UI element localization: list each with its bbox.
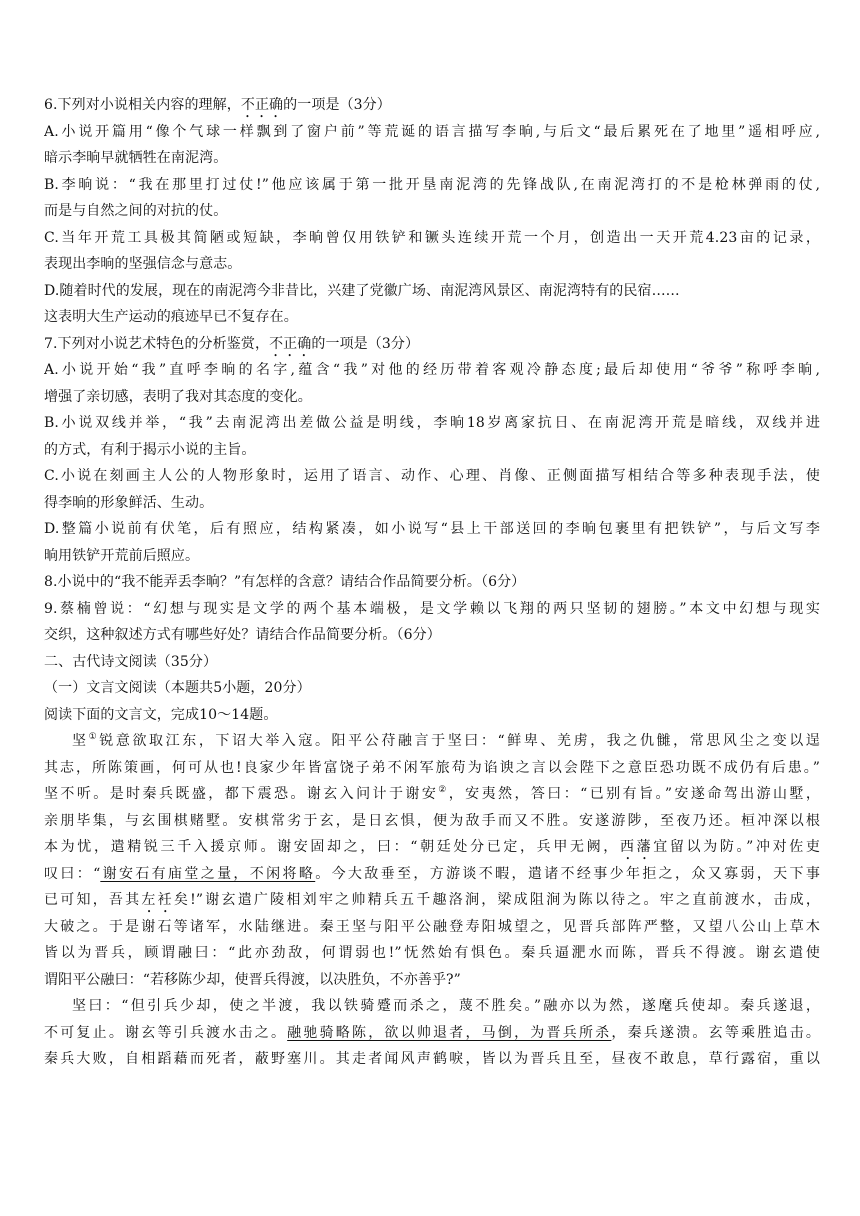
passage-line: 大破之。于是谢石等诸军，水陆继进。秦王坚与阳平公融登寿阳城望之，见晋兵部阵严整，又望八公山上草木 [44,918,820,935]
passage-line: 谓阳平公融曰：“若移陈少却，使晋兵得渡，以决胜负，不亦善乎?” [44,971,461,988]
passage-line [44,755,820,782]
passage-line: 坚①锐意欲取江东，下诏大举入寇。阳平公苻融言于坚曰：“鲜卑、羌虏，我之仇雠，常思风尘之变以逞 [72,732,820,749]
passage-line: 坚不听。是时秦兵既盛，都下震恐。谢玄入问计于谢安②，安夷然，答曰：“已别有旨。”安遂命驾出游山墅， [44,785,820,802]
q9-line1: 9.蔡楠曾说：“幻想与现实是文学的两个基本端极，是文学赖以飞翔的两只坚韧的翅膀。”本文中幻想与现实 [44,600,820,617]
passage-line: 已可知，吾其左衽矣!”谢玄遣广陵相刘牢之帅精兵五千趣洛涧，梁成阻涧为陈以待之。牢之直前渡水，击成， [44,892,820,908]
underlined-sentence: 融驰骑略陈，欲以帅退者，马倒，为晋兵所杀 [287,1024,612,1041]
passage-line: 皆以为晋兵，顾谓融曰：“此亦劲敌，何谓弱也!”怃然始有惧色。秦兵逼淝水而陈，晋兵不得渡。谢玄遣使 [44,945,820,961]
exam-page [44,92,820,1073]
q7-option-a-line2: 增强了亲切感，表明了我对其态度的变化。 [44,388,312,405]
dotted-term: 西藩 [619,839,654,855]
q6-option-a-line1: A.小说开篇用“像个气球一样飘到了窗户前”等荒诞的语言描写李晌,与后文“最后累死在了地里”遥相呼应, [44,123,820,140]
section-title: 二、古代诗文阅读（35分） [44,653,218,670]
q7-option-b-line1: B.小说双线并举，“我”去南泥湾出差做公益是明线，李晌18岁离家抗日、在南泥湾开荒是暗线，双线并进 [44,415,820,431]
q9-line2: 交织，这种叙述方式有哪些好处？请结合作品简要分析。（6分） [44,627,441,643]
passage-line: 本为忧，遣精锐三千入援京师。谢安固却之，曰：“朝廷处分已定，兵甲无阙，西藩宜留以为防。”冲对佐吏 [44,839,820,855]
underlined-sentence: 谢安石有庙堂之量，不闲将略 [100,865,316,882]
q7-option-d-line1: D.整篇小说前有伏笔，后有照应，结构紧凑，如小说写“县上干部送回的李晌包裹里有把铁铲”，与后文写李 [44,521,820,537]
passage-line: 叹曰：“谢安石有庙堂之量，不闲将略。今大敌垂至，方游谈不暇，遣诸不经事少年拒之，众又寡弱，天下事 [44,865,820,882]
passage-line: 不可复止。谢玄等引兵渡水击之。融驰骑略陈，欲以帅退者，马倒，为晋兵所杀，秦兵遂溃。玄等乘胜追击。 [44,1024,820,1041]
q6-emphasis: 不正确 [240,97,284,113]
unpunctuated-sentence: 其志，所陈策画，何可从也!良家少年皆富饶子弟不闲军旅苟为谄谀之言以会陛下之意臣恐功既不成仍有后患。” [44,759,820,776]
q6-option-b-line1: B.李晌说：“我在那里打过仗!”他应该属于第一批开垦南泥湾的先锋战队,在南泥湾打的不是枪林弹雨的仗, [44,176,820,193]
q7-option-c-line1: C.小说在刻画主人公的人物形象时，运用了语言、动作、心理、肖像、正侧面描写相结合等多种表现手法，使 [44,468,820,484]
footnote-mark: ② [438,785,449,795]
q6-option-b-line2: 而是与自然之间的对抗的仗。 [44,203,228,219]
classical-passage [44,728,820,1073]
passage-line: 坚曰：“但引兵少却，使之半渡，我以铁骑蹙而杀之，蔑不胜矣。”融亦以为然，遂麾兵使却。秦兵遂退， [72,998,820,1014]
q6-option-d-line2: 这表明大生产运动的痕迹早已不复存在。 [44,309,298,325]
q7-emphasis: 不正确 [269,335,312,352]
passage-line: 亲朋毕集，与玄围棋赌墅。安棋常劣于玄，是日玄惧，便为敌手而又不胜。安遂游陟，至夜乃还。桓冲深以根 [44,812,820,829]
footnote-mark: ① [88,732,100,742]
dotted-term: 左衽 [141,892,174,908]
q6-option-d-line1: D.随着时代的发展，现在的南泥湾今非昔比，兴建了党徽广场、南泥湾风景区、南泥湾特有的民宿…… [44,282,680,299]
reading-instruction: 阅读下面的文言文，完成10～14题。 [44,706,278,723]
passage-line: 秦兵大败，自相蹈藉而死者，蔽野塞川。其走者闻风声鹤唳，皆以为晋兵且至，昼夜不敢息，草行露宿，重以 [44,1051,820,1067]
q7-option-c-line2: 得李晌的形象鲜活、生动。 [44,494,214,511]
q6-option-c-line2: 表现出李晌的坚强信念与意志。 [44,256,242,272]
q7-option-a-line1: A.小说开始“我”直呼李晌的名字,蕴含“我”对他的经历带着客观冷静态度;最后却使用“爷爷”称呼李晌, [44,362,820,378]
q6-stem: 6.下列对小说相关内容的理解，不正确的一项是（3分） [44,97,391,113]
q7-option-b-line2: 的方式，有利于揭示小说的主旨。 [44,441,256,458]
q7-stem: 7.下列对小说艺术特色的分析鉴赏，不正确的一项是（3分） [44,335,420,352]
q6-option-c-line1: C.当年开荒工具极其简陋或短缺，李晌曾仅用铁铲和镢头连续开荒一个月，创造出一天开荒4.23亩的记录， [44,229,820,246]
subsection-title: （一）文言文阅读（本题共5小题，20分） [44,680,311,696]
q8-question: 8.小说中的“我不能弄丢李晌？”有怎样的含意？请结合作品简要分析。（6分） [44,574,526,590]
q6-option-a-line2: 暗示李晌早就牺牲在南泥湾。 [44,150,228,166]
q7-option-d-line2: 晌用铁铲开荒前后照应。 [44,547,200,564]
